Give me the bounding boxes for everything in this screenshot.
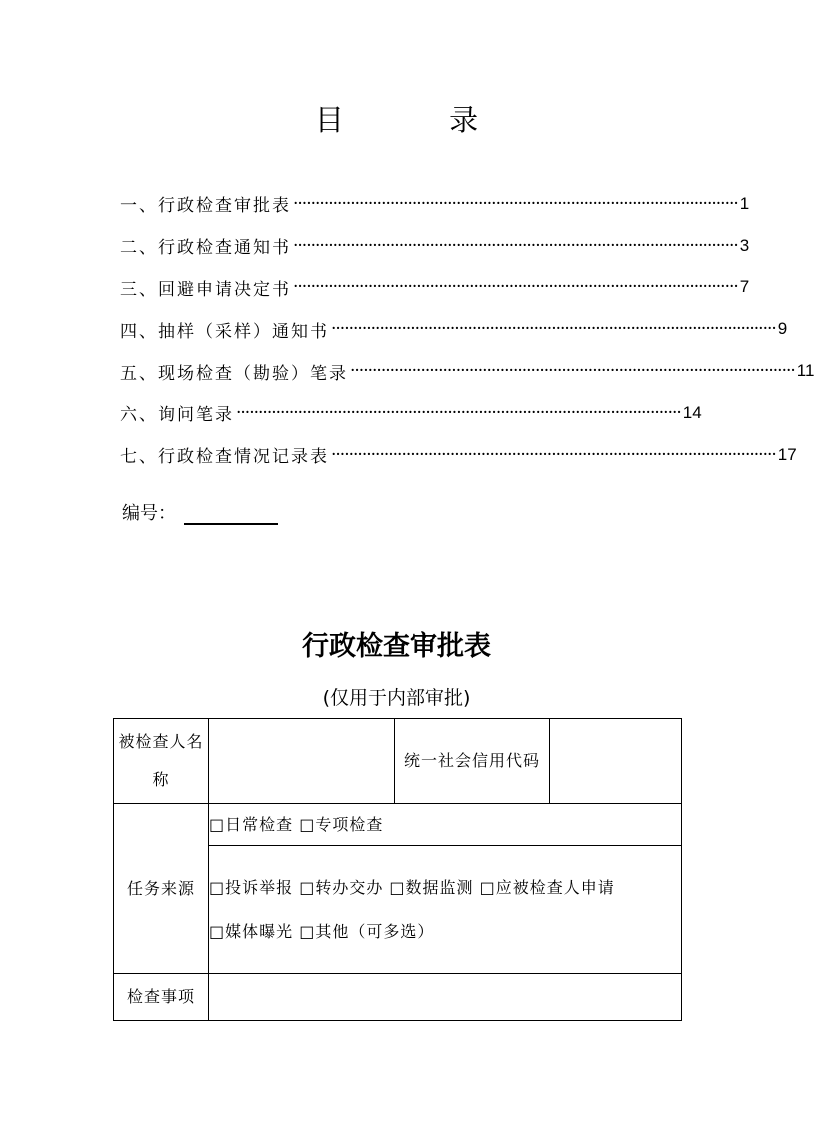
inspection-item-value[interactable] bbox=[209, 974, 682, 1021]
credit-code-label: 统一社会信用代码 bbox=[395, 719, 550, 804]
task-source-options-1[interactable]: □日常检查 □专项检查 bbox=[209, 804, 682, 846]
toc-item[interactable] bbox=[120, 350, 814, 392]
toc-item[interactable] bbox=[120, 225, 750, 267]
serial-number-field bbox=[122, 499, 278, 525]
toc-item[interactable] bbox=[120, 392, 702, 434]
toc-item-label: 六、询问笔录 bbox=[120, 405, 234, 426]
toc-list bbox=[120, 183, 814, 476]
inspected-name-value[interactable] bbox=[209, 719, 395, 804]
task-source-options-3-line[interactable]: □媒体曝光 □其他（可多选） bbox=[209, 921, 435, 941]
toc-title: 目 录 bbox=[314, 103, 527, 137]
toc-item[interactable] bbox=[120, 434, 797, 476]
toc-item-label: 二、行政检查通知书 bbox=[120, 238, 291, 259]
toc-item[interactable] bbox=[120, 308, 788, 350]
toc-leader-dots: ····································································································· bbox=[293, 193, 738, 214]
toc-item-label: 五、现场检查（勘验）笔录 bbox=[120, 363, 348, 384]
toc-item[interactable] bbox=[120, 267, 750, 309]
toc-leader-dots: ····································································································· bbox=[293, 235, 738, 256]
toc-leader-dots: ····································································································· bbox=[236, 402, 681, 423]
toc-leader-dots: ····································································································· bbox=[350, 361, 795, 382]
toc-leader-dots: ····································································································· bbox=[331, 319, 776, 340]
toc-item-page: 17 bbox=[777, 444, 797, 464]
form-subtitle: (仅用于内部审批) bbox=[322, 687, 471, 709]
toc-leader-dots: ····································································································· bbox=[331, 444, 776, 465]
toc-item-page: 3 bbox=[739, 235, 750, 255]
approval-form-table bbox=[113, 718, 682, 1021]
toc-item-label: 三、回避申请决定书 bbox=[120, 279, 291, 300]
form-title: 行政检查审批表 bbox=[302, 631, 491, 662]
toc-item-page: 1 bbox=[739, 193, 750, 213]
task-source-options-2[interactable] bbox=[209, 846, 682, 974]
toc-item-page: 7 bbox=[739, 277, 750, 297]
toc-item-label: 一、行政检查审批表 bbox=[120, 196, 291, 217]
credit-code-value[interactable] bbox=[550, 719, 682, 804]
toc-item-page: 14 bbox=[682, 402, 702, 422]
serial-number-blank[interactable] bbox=[184, 503, 278, 525]
toc-item-label: 七、行政检查情况记录表 bbox=[120, 447, 329, 468]
toc-leader-dots: ····································································································· bbox=[293, 277, 738, 298]
toc-item-page: 9 bbox=[777, 319, 788, 339]
task-source-label: 任务来源 bbox=[114, 804, 209, 974]
toc-item-page: 11 bbox=[796, 361, 814, 381]
task-source-options-2-line[interactable]: □投诉举报 □转办交办 □数据监测 □应被检查人申请 bbox=[209, 877, 615, 897]
inspected-name-label: 被检查人名称 bbox=[114, 719, 209, 804]
serial-number-label: 编号： bbox=[122, 503, 176, 524]
toc-item-label: 四、抽样（采样）通知书 bbox=[120, 321, 329, 342]
toc-item[interactable] bbox=[120, 183, 750, 225]
inspection-item-label: 检查事项 bbox=[114, 974, 209, 1021]
